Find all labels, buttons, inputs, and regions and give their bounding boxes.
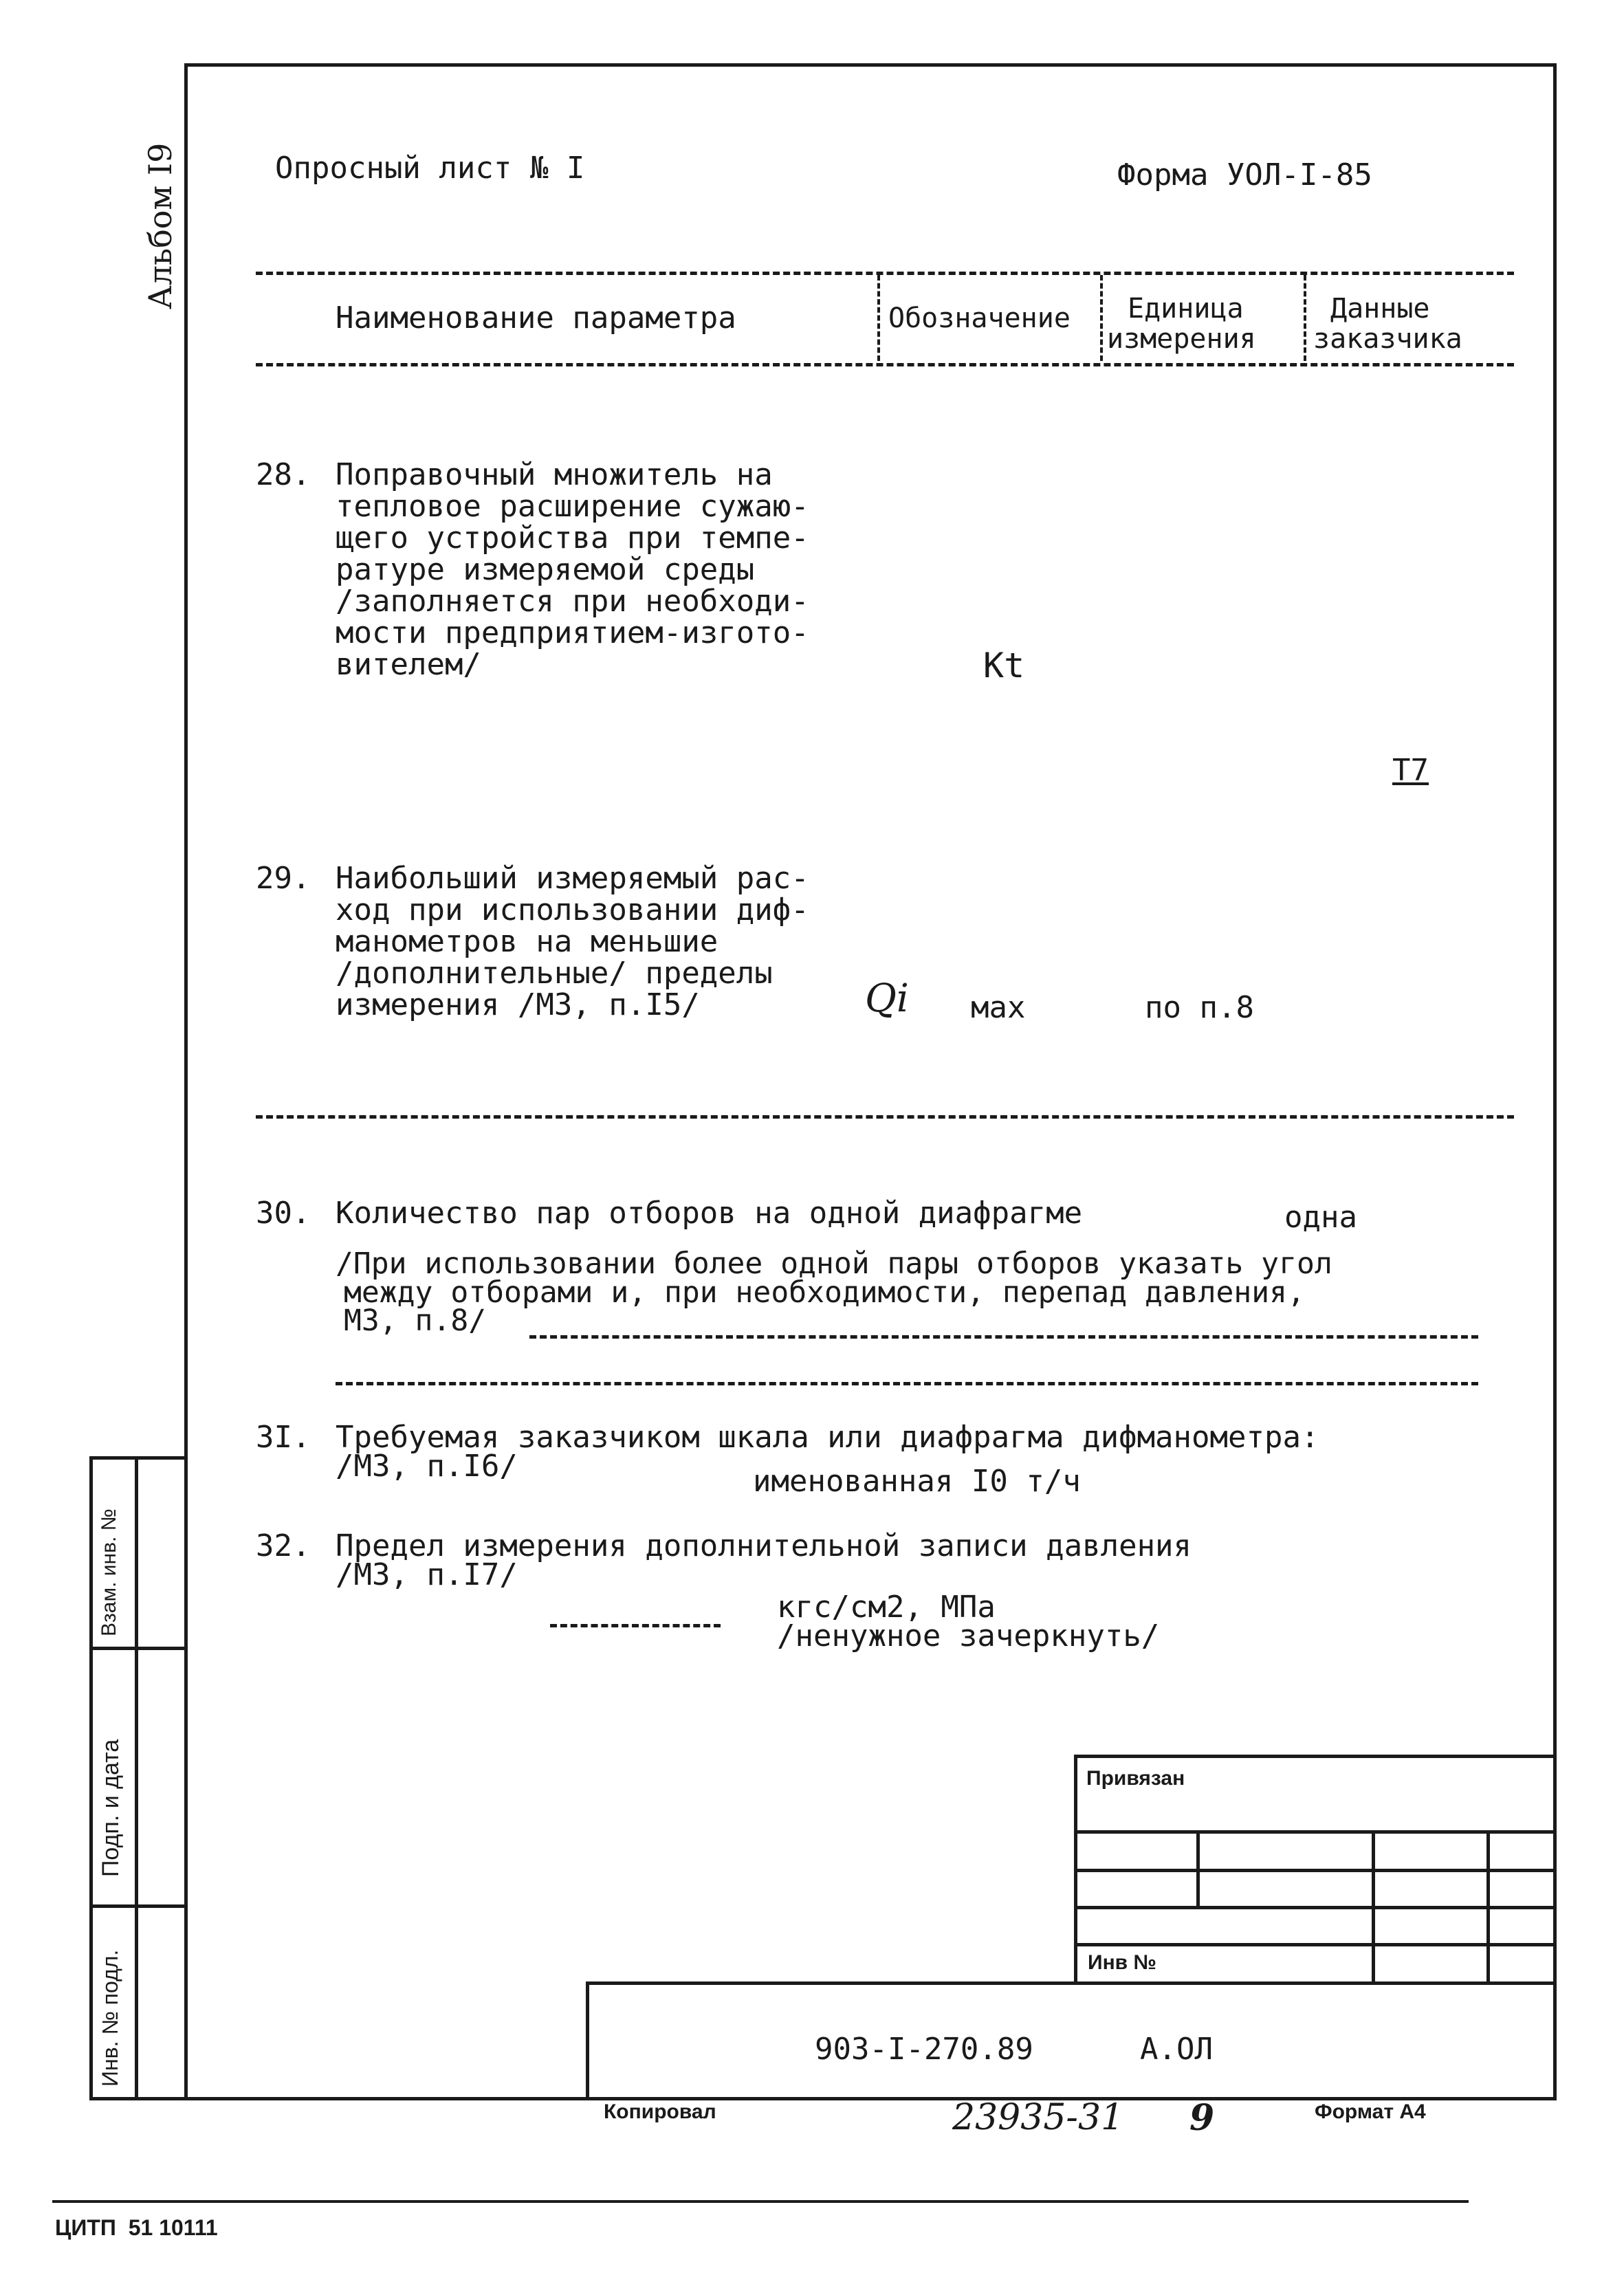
item-28-number: 28. bbox=[256, 457, 311, 492]
item-29-line: манометров на меньшие bbox=[336, 924, 718, 959]
side-stamp-sep-1 bbox=[89, 1647, 186, 1650]
stamp-inv-label: Инв № bbox=[1088, 1951, 1156, 1974]
print-code: ЦИТП 51 10111 bbox=[55, 2215, 218, 2240]
item-32-ref: /МЗ, п.I7/ bbox=[336, 1557, 518, 1592]
side-stamp-sign-date: Подп. и дата bbox=[98, 1739, 124, 1877]
title-block-row-1 bbox=[1074, 1830, 1555, 1834]
item-28-line: Поправочный множитель на bbox=[336, 457, 773, 492]
title-block-left bbox=[1074, 1755, 1077, 1981]
bottom-rule bbox=[52, 2200, 1469, 2203]
item-30-note-2: между отборами и, при необходимости, перепад давления, bbox=[344, 1275, 1305, 1310]
item-29-number: 29. bbox=[256, 861, 311, 896]
footer-page: 9 bbox=[1189, 2097, 1215, 2139]
item-32-title: Предел измерения дополнительной записи давления bbox=[336, 1528, 1192, 1563]
header-top-rule bbox=[256, 272, 1514, 275]
sheet-title: Опросный лист № I bbox=[275, 151, 585, 186]
frame-left-border bbox=[184, 63, 188, 2098]
item-29-text bbox=[336, 863, 809, 1021]
footer-copied: Копировал bbox=[604, 2100, 716, 2123]
item-31-number: 3I. bbox=[256, 1420, 311, 1455]
item-28-line: щего устройства при темпе- bbox=[336, 520, 809, 556]
title-block-row-4 bbox=[1074, 1943, 1555, 1946]
item-32-note: /ненужное зачеркнуть/ bbox=[777, 1618, 1160, 1654]
header-bottom-rule bbox=[256, 363, 1514, 366]
item-31-ref: /МЗ, п.I6/ bbox=[336, 1449, 518, 1484]
footer-number: 23935-31 bbox=[952, 2097, 1124, 2138]
item-29-line: измерения /МЗ, п.I5/ bbox=[336, 987, 700, 1022]
column-customer-line2: заказчика bbox=[1313, 323, 1462, 355]
stamp-doc-code: 903-I-270.89 bbox=[815, 2032, 1033, 2067]
column-designation: Обозначение bbox=[888, 303, 1071, 334]
side-stamp-sep-2 bbox=[89, 1904, 186, 1908]
item-28-line: тепловое расширение сужаю- bbox=[336, 489, 809, 524]
header-sep-2 bbox=[1100, 275, 1103, 361]
frame-top-border bbox=[184, 63, 1557, 67]
title-block-top bbox=[1074, 1755, 1555, 1758]
main-stamp-top bbox=[586, 1981, 1555, 1985]
item-30-fill-rule bbox=[529, 1335, 1478, 1339]
stamp-sheet-code: А.ОЛ bbox=[1140, 2032, 1213, 2067]
column-unit-line1: Единица bbox=[1128, 293, 1244, 325]
main-stamp-left bbox=[586, 1981, 589, 2098]
side-stamp-inv-orig: Инв. № подл. bbox=[98, 1949, 122, 2087]
item-28-line: /заполняется при необходи- bbox=[336, 584, 809, 619]
side-stamp-replaced-inv: Взам. инв. № bbox=[98, 1508, 120, 1636]
item-30-note-3: МЗ, п.8/ bbox=[344, 1304, 487, 1338]
item-31-value: именованная I0 т/ч bbox=[753, 1464, 1081, 1499]
title-block-col-1 bbox=[1196, 1830, 1200, 1907]
column-param-name: Наименование параметра bbox=[336, 300, 736, 336]
item-30-value: одна bbox=[1284, 1200, 1357, 1235]
item-32-blank bbox=[550, 1624, 721, 1627]
separator-rule-30 bbox=[336, 1382, 1478, 1385]
item-29-designation: Qi bbox=[865, 976, 909, 1021]
form-code: Форма УОЛ-I-85 bbox=[1117, 157, 1372, 193]
header-sep-3 bbox=[1304, 275, 1306, 361]
item-28-line: мости предприятием-изгото- bbox=[336, 615, 809, 650]
item-28-text bbox=[336, 459, 809, 681]
title-block-row-2 bbox=[1074, 1869, 1555, 1872]
column-unit-line2: измерения bbox=[1107, 323, 1256, 355]
album-label: Альбом I9 bbox=[142, 142, 179, 309]
footer-format: Формат А4 bbox=[1315, 2100, 1426, 2123]
item-31-title: Требуемая заказчиком шкала или диафрагма дифманометра: bbox=[336, 1420, 1319, 1455]
item-29-line: Наибольший измеряемый рас- bbox=[336, 861, 809, 896]
title-block-col-3 bbox=[1486, 1830, 1490, 1981]
item-28-line: вителем/ bbox=[336, 647, 481, 682]
frame-right-border bbox=[1553, 63, 1557, 2098]
item-29-unit: мах bbox=[971, 990, 1026, 1025]
item-30-note-1: /При использовании более одной пары отборов указать угол bbox=[336, 1247, 1332, 1281]
item-30-title: Количество пар отборов на одной диафрагме bbox=[336, 1196, 1083, 1231]
separator-rule-29 bbox=[256, 1115, 1514, 1119]
header-sep-1 bbox=[877, 275, 880, 361]
item-28-designation: Kt bbox=[983, 646, 1025, 685]
item-29-value: по п.8 bbox=[1145, 990, 1254, 1025]
title-block-row-3 bbox=[1074, 1906, 1555, 1909]
stamp-tied-label: Привязан bbox=[1086, 1767, 1185, 1790]
item-29-line: /дополнительные/ пределы bbox=[336, 956, 773, 991]
item-32-units: кгс/см2, МПа bbox=[777, 1590, 996, 1625]
item-28-line: ратуре измеряемой среды bbox=[336, 552, 755, 587]
item-32-number: 32. bbox=[256, 1528, 311, 1563]
item-30-number: 30. bbox=[256, 1196, 311, 1231]
item-28-mark: Т7 bbox=[1392, 753, 1429, 788]
side-stamp-left bbox=[89, 1456, 93, 2097]
item-29-line: ход при использовании диф- bbox=[336, 892, 809, 927]
column-customer-line1: Данные bbox=[1330, 293, 1430, 325]
side-stamp-top bbox=[89, 1456, 186, 1460]
side-stamp-mid bbox=[135, 1456, 138, 2097]
title-block-col-2 bbox=[1372, 1830, 1375, 1981]
